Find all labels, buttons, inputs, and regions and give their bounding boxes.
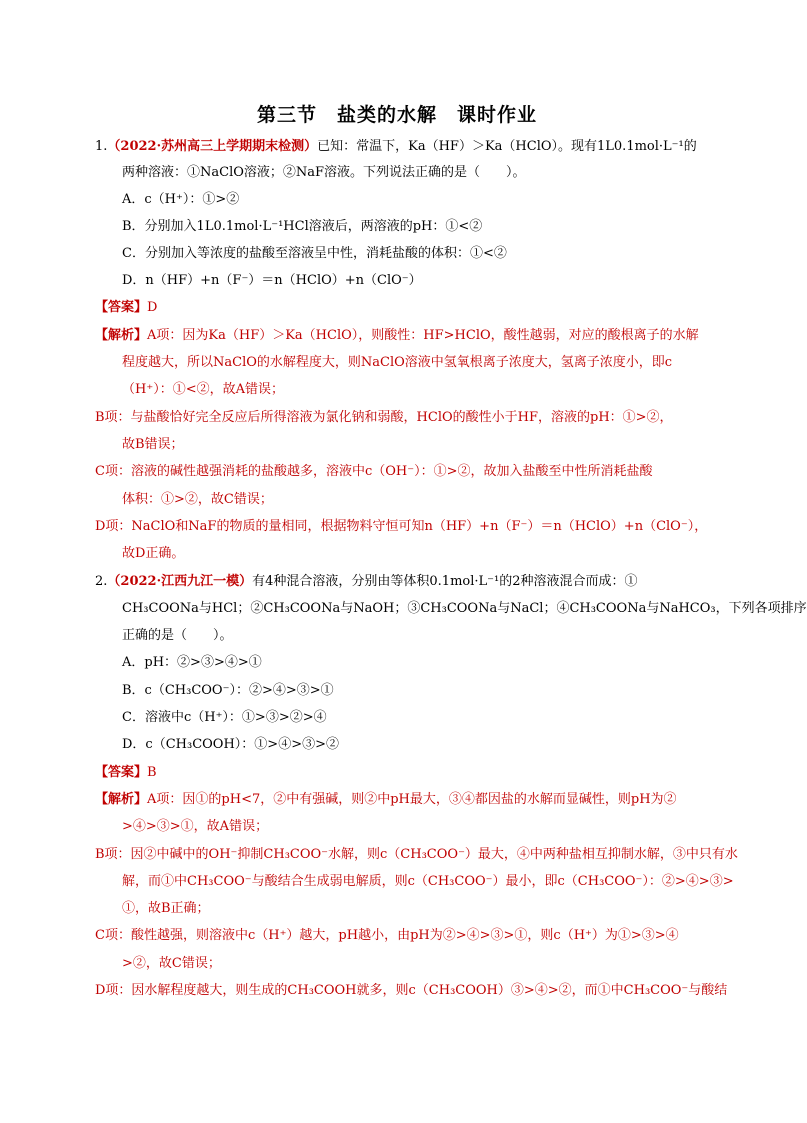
q1-stem2: 两种溶液：①NaClO溶液；②NaF溶液。下列说法正确的是（ ）。 bbox=[122, 165, 526, 180]
q2-analysis-line-6: C项：酸性越强，则溶液中c（H⁺）越大，pH越小，由pH为②>④>③>①，则c（H⁺）为①>③>④ bbox=[95, 928, 679, 943]
q1-analysis-line-3: （H⁺）：①<②，故A错误； bbox=[122, 382, 284, 397]
q1-answer-value: D bbox=[147, 300, 158, 315]
q2-analysis-line-5: ①，故B正确； bbox=[122, 901, 210, 916]
q2-number: 2. bbox=[95, 574, 108, 589]
q2-analysis-line-1 bbox=[95, 791, 705, 809]
q2-answer-value: B bbox=[147, 765, 157, 780]
q1-analysis-line-8: D项：NaClO和NaF的物质的量相同，根据物料守恒可知n（HF）+n（F⁻）＝n（HClO）+n（ClO⁻）， bbox=[95, 519, 708, 534]
q1-source: （2022·苏州高三上学期期末检测） bbox=[107, 139, 318, 154]
q1-analysis-line-9: 故D正确。 bbox=[122, 546, 185, 561]
q2-option-c: C．溶液中c（H⁺）：①>③>②>④ bbox=[122, 710, 327, 725]
q1-analysis-label: 【解析】 bbox=[95, 328, 148, 343]
q2-analysis-line-8: D项：因水解程度越大，则生成的CH₃COOH就多，则c（CH₃COOH）③>④>②，而①中CH₃COO⁻与酸结 bbox=[95, 983, 728, 998]
q2-analysis-label: 【解析】 bbox=[95, 792, 148, 807]
q1-analysis-line-5: 故B错误； bbox=[122, 437, 184, 452]
page-title: 第三节 盐类的水解 课时作业 bbox=[256, 104, 537, 126]
q1-analysis-line-7: 体积：①>②，故C错误； bbox=[122, 492, 273, 507]
q1-option-b: B．分别加入1L0.1mol·L⁻¹HCl溶液后，两溶液的pH：①<② bbox=[122, 219, 483, 234]
q1-analysis-line-2: 程度越大，所以NaClO的水解程度大，则NaClO溶液中氢氧根离子浓度大，氢离子浓度小，即c bbox=[122, 355, 673, 370]
q1-analysis-text-1: A项：因为Ka（HF）＞Ka（HClO），则酸性：HF>HClO，酸性越弱，对应的酸根离子的水解 bbox=[147, 328, 699, 343]
q2-analysis-line-4: 解，而①中CH₃COO⁻与酸结合生成弱电解质，则c（CH₃COO⁻）最小，即c（CH₃COO⁻）：②>④>③> bbox=[122, 874, 734, 889]
q1-analysis-line-6: C项：溶液的碱性越强消耗的盐酸越多，溶液中c（OH⁻）：①>②，故加入盐酸至中性所消耗盐酸 bbox=[95, 464, 653, 479]
q2-stem2: CH₃COONa与HCl；②CH₃COONa与NaOH；③CH₃COONa与NaCl；④CH₃COONa与NaHCO₃，下列各项排序 bbox=[122, 601, 807, 616]
q2-stem3: 正确的是（ ）。 bbox=[122, 628, 233, 643]
q1-analysis-line-4: B项：与盐酸恰好完全反应后所得溶液为氯化钠和弱酸，HClO的酸性小于HF，溶液的pH：①>②， bbox=[95, 410, 673, 425]
q2-analysis-line-2: >④>③>①，故A错误； bbox=[122, 819, 269, 834]
q2-analysis-line-7: >②，故C错误； bbox=[122, 956, 221, 971]
q2-stem1: 有4种混合溶液，分别由等体积0.1mol·L⁻¹的2种溶液混合而成：① bbox=[252, 574, 638, 589]
q1-analysis-line-1 bbox=[95, 327, 705, 345]
q2-answer bbox=[95, 764, 705, 782]
q1-option-a: A．c（H⁺）：①>② bbox=[122, 192, 240, 207]
q2-option-d: D．c（CH₃COOH）：①>④>③>② bbox=[122, 737, 339, 752]
q1-stem1: 已知：常温下，Ka（HF）＞Ka（HClO）。现有1L0.1mol·L⁻¹的 bbox=[317, 139, 697, 154]
q1-option-c: C．分别加入等浓度的盐酸至溶液呈中性，消耗盐酸的体积：①<② bbox=[122, 246, 507, 261]
q2-option-a: A．pH：②>③>④>① bbox=[122, 655, 262, 670]
q2-analysis-text-1: A项：因①的pH<7，②中有强碱，则②中pH最大，③④都因盐的水解而显碱性，则pH为② bbox=[147, 792, 677, 807]
q1-answer-label: 【答案】 bbox=[95, 300, 148, 315]
q2-source: （2022·江西九江一模） bbox=[107, 574, 253, 589]
q1-answer bbox=[95, 299, 705, 317]
q2-answer-label: 【答案】 bbox=[95, 765, 148, 780]
q2-stem-line1 bbox=[95, 573, 705, 591]
q1-stem-line1 bbox=[95, 138, 705, 156]
q1-number: 1. bbox=[95, 139, 108, 154]
q2-option-b: B．c（CH₃COO⁻）：②>④>③>① bbox=[122, 683, 334, 698]
q2-analysis-line-3: B项：因②中碱中的OH⁻抑制CH₃COO⁻水解，则c（CH₃COO⁻）最大，④中两种盐相互抑制水解，③中只有水 bbox=[95, 847, 738, 862]
q1-option-d: D．n（HF）+n（F⁻）＝n（HClO）+n（ClO⁻） bbox=[122, 273, 422, 288]
